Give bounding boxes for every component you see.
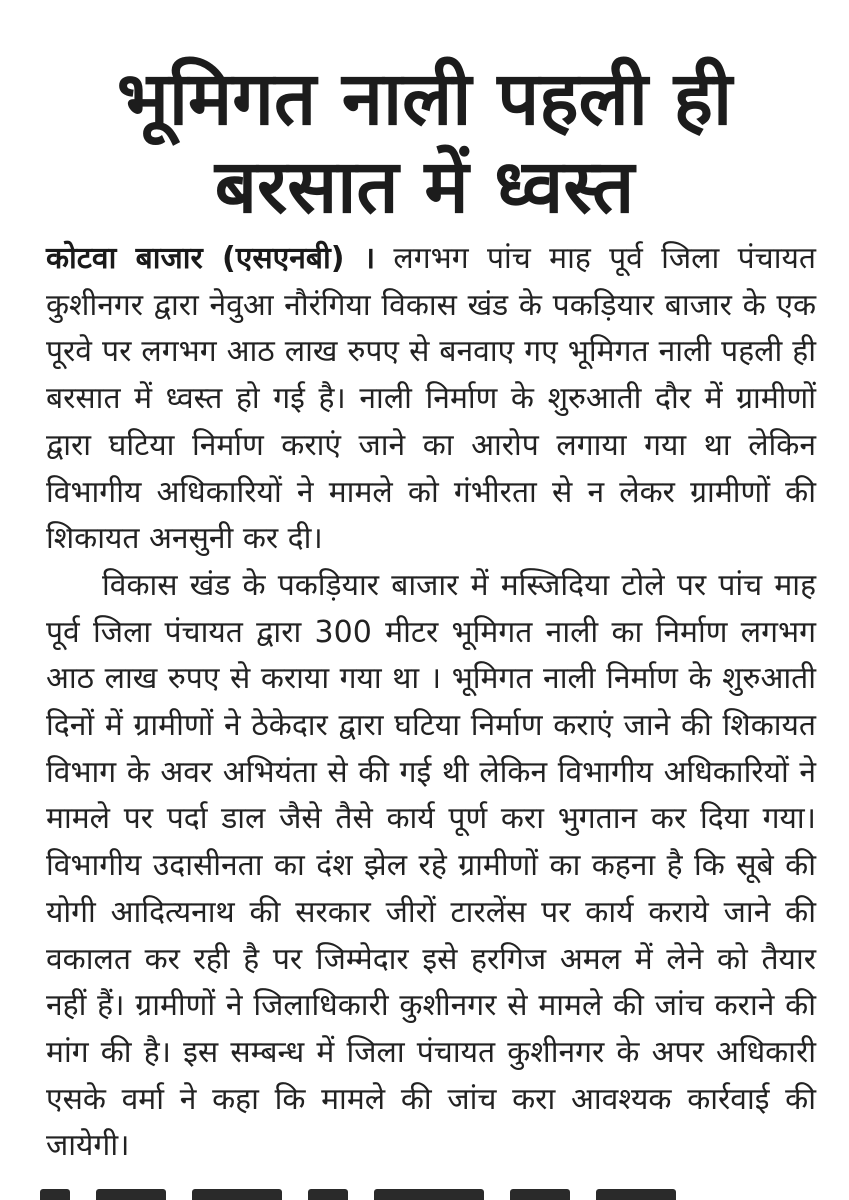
headline-line-1: भूमिगत नाली पहली ही [116, 56, 733, 142]
article-body [46, 236, 816, 1170]
paragraph-1-text: लगभग पांच माह पूर्व जिला पंचायत कुशीनगर द्वारा नेवुआ नौरंगिया विकास खंड के पकड़ियार बाजार के एक पूरवे पर लगभग आठ लाख रुपए से बनवाए गए भूमिगत नाली पहली ही बरसात में ध्वस्त हो गई है। नाली निर्माण के शुरुआती दौर में ग्रामीणों द्वारा घटिया निर्माण कराएं जाने का आरोप लगाया गया था लेकिन विभागीय अधिकारियों ने मामले को गंभीरता से न लेकर ग्रामीणों की शिकायत अनसुनी कर दी। [46, 241, 816, 557]
paragraph-2: विकास खंड के पकड़ियार बाजार में मस्जिदिया टोले पर पांच माह पूर्व जिला पंचायत द्वारा 300 मीटर भूमिगत नाली का निर्माण लगभग आठ लाख रुपए से कराया गया था । भूमिगत नाली निर्माण के शुरुआती दिनों में ग्रामीणों ने ठेकेदार द्वारा घटिया निर्माण कराएं जाने की शिकायत विभाग के अवर अभियंता से की गई थी लेकिन विभागीय अधिकारियों ने मामले पर पर्दा डाल जैसे तैसे कार्य पूर्ण करा भुगतान कर दिया गया। विभागीय उदासीनता का दंश झेल रहे ग्रामीणों का कहना है कि सूबे की योगी आदित्यनाथ की सरकार जीरों टारलेंस पर कार्य कराये जाने की वकालत कर रही है पर जिम्मेदार इसे हरगिज अमल में लेने को तैयार नहीं हैं। ग्रामीणों ने जिलाधिकारी कुशीनगर से मामले की जांच कराने की मांग की है। इस सम्बन्ध में जिला पंचायत कुशीनगर के अपर अधिकारी एसके वर्मा ने कहा कि मामले की जांच करा आवश्यक कार्रवाई की जायेगी। [46, 567, 816, 1164]
headline-line-2: बरसात में ध्वस्त [214, 144, 635, 230]
paragraph-1 [46, 236, 816, 563]
cut-off-next-line [40, 1188, 800, 1200]
dateline: कोटवा बाजार (एसएनबी) । [46, 241, 376, 276]
